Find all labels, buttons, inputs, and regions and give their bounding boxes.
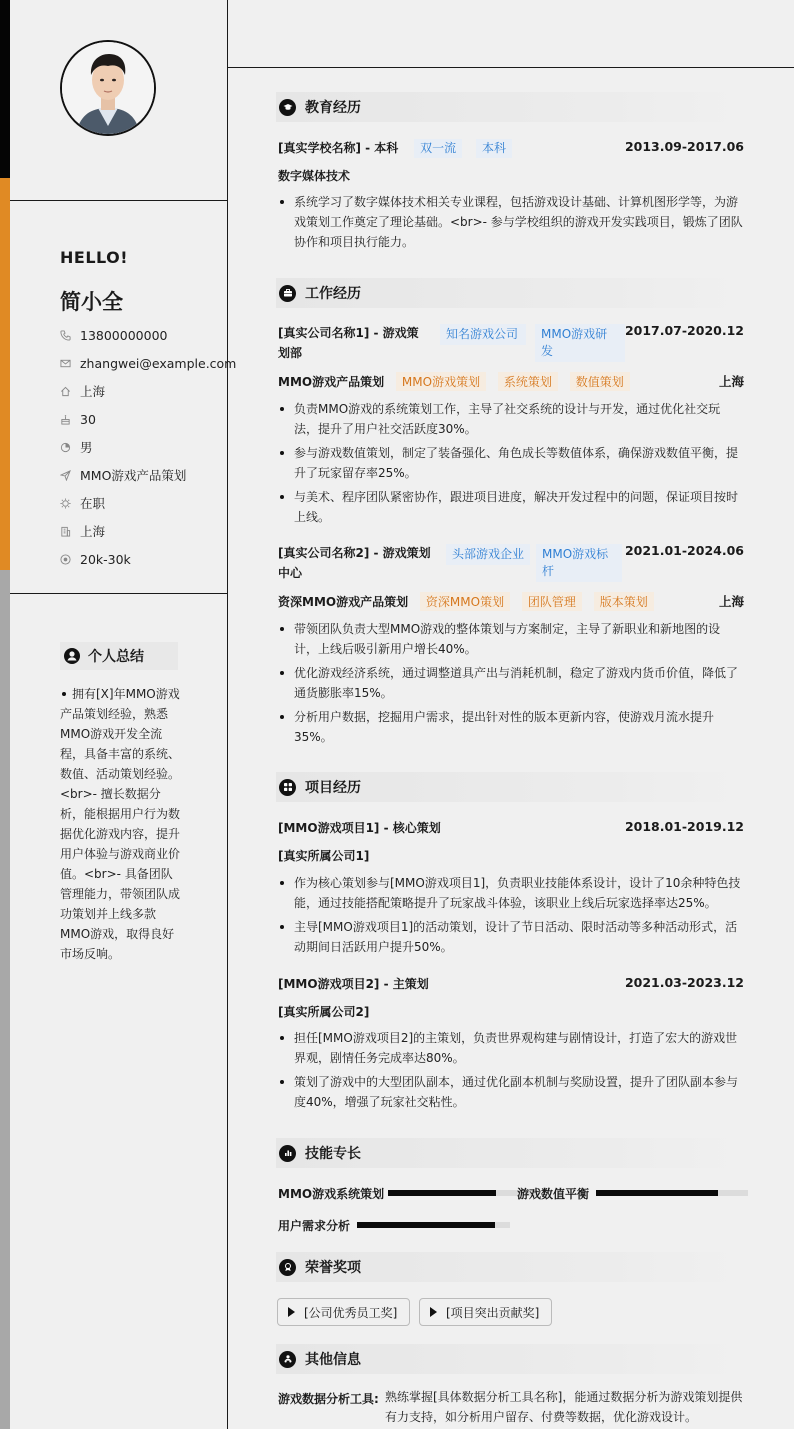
sidebar-divider xyxy=(10,593,227,594)
project-date: 2021.03-2023.12 xyxy=(624,975,744,990)
phone-icon xyxy=(60,330,80,341)
info-gender xyxy=(60,433,236,461)
school-tag: 双一流 xyxy=(414,139,462,158)
send-icon xyxy=(60,470,80,481)
sidebar xyxy=(10,0,237,1429)
education-date: 2013.09-2017.06 xyxy=(624,139,744,154)
job-role-row xyxy=(278,592,744,611)
section-title: 项目经历 xyxy=(305,780,361,796)
award-chip xyxy=(277,1298,410,1326)
education-row xyxy=(278,139,744,159)
company-tag: MMO游戏标杆 xyxy=(536,544,622,582)
project-header xyxy=(278,975,744,992)
bullet-item: 与美术、程序团队紧密协作，跟进项目进度，解决开发过程中的问题，保证项目按时上线。 xyxy=(278,487,744,527)
education-bullets xyxy=(278,192,744,256)
work-heading xyxy=(276,278,744,308)
job-header xyxy=(278,543,744,583)
job-city: 上海 xyxy=(718,374,744,389)
skill-tag: 数值策划 xyxy=(570,372,630,391)
info-age xyxy=(60,405,236,433)
job-bullets xyxy=(278,619,744,751)
bullet-item: 担任[MMO游戏项目2]的主策划，负责世界观构建与剧情设计，打造了宏大的游戏世界观，剧情任务完成率达80%。 xyxy=(278,1028,744,1068)
bullet-item: 负责MMO游戏的系统策划工作，主导了社交系统的设计与开发，通过优化社交玩法，提升了用户社交活跃度30%。 xyxy=(278,399,744,439)
skill-name: 游戏数值平衡 xyxy=(517,1187,590,1201)
info-text: 男 xyxy=(80,440,93,455)
skill-tag: 版本策划 xyxy=(594,592,654,611)
section-title: 其他信息 xyxy=(305,1352,361,1368)
summary-content: 拥有[X]年MMO游戏产品策划经验，熟悉MMO游戏开发全流程，具备丰富的系统、数值、活动策划经验。<br>- 擅长数据分析，能根据用户行为数据优化游戏内容，提升用户体验与游戏商业价值。<br>- 具备团队管理能力，带领团队成功策划并上线多款MMO游戏，取得良好市场反响。 xyxy=(60,687,181,961)
project-name: [MMO游戏项目2] - 主策划 xyxy=(278,977,429,991)
people-icon xyxy=(279,1351,296,1368)
info-text: 20k-30k xyxy=(80,551,131,567)
project-header xyxy=(278,819,744,836)
salary-icon xyxy=(60,554,80,565)
info-text: MMO游戏产品策划 xyxy=(80,468,187,483)
gender-icon xyxy=(60,442,80,453)
project-company: [真实所属公司2] xyxy=(278,1005,370,1019)
section-title: 教育经历 xyxy=(305,100,361,116)
other-text: 熟练掌握[具体数据分析工具名称]，能通过数据分析为游戏策划提供有力支持，如分析用户留存、付费等数据，优化游戏设计。 xyxy=(385,1390,743,1424)
skill-bar-fill xyxy=(388,1190,496,1196)
building-icon xyxy=(60,526,80,537)
skills-heading xyxy=(276,1138,744,1168)
skill-bar-fill xyxy=(596,1190,718,1196)
edge-bar-gray xyxy=(0,570,10,1429)
play-icon xyxy=(430,1307,437,1317)
skill-bar xyxy=(357,1222,510,1228)
degree-tag: 本科 xyxy=(476,139,512,158)
skill-bar xyxy=(596,1190,748,1196)
job-city: 上海 xyxy=(718,594,744,609)
summary-text xyxy=(60,684,184,964)
contact-info-list xyxy=(60,321,236,573)
company-tag: 头部游戏企业 xyxy=(446,544,530,565)
major: 数字媒体技术 xyxy=(278,169,351,183)
projects-heading xyxy=(276,772,744,802)
skill-tag: 资深MMO策划 xyxy=(420,592,510,611)
job-role: MMO游戏产品策划 xyxy=(278,375,385,389)
award-label: [项目突出贡献奖] xyxy=(446,1305,540,1320)
bullet-item: 策划了游戏中的大型团队副本，通过优化副本机制与奖励设置，提升了团队副本参与度40%，增强了玩家社交粘性。 xyxy=(278,1072,744,1112)
edge-bar-black xyxy=(0,0,10,178)
info-salary xyxy=(60,545,236,573)
bar-chart-icon xyxy=(279,1145,296,1162)
avatar xyxy=(60,40,156,136)
info-position xyxy=(60,461,236,489)
info-work-city xyxy=(60,517,236,545)
other-label: 游戏数据分析工具: xyxy=(278,1392,379,1406)
status-icon xyxy=(60,498,80,509)
bullet-item: 分析用户数据，挖掘用户需求，提出针对性的版本更新内容，使游戏月流水提升35%。 xyxy=(278,707,744,747)
info-city xyxy=(60,377,236,405)
project-name: [MMO游戏项目1] - 核心策划 xyxy=(278,821,441,835)
skill-bar-fill xyxy=(357,1222,495,1228)
skill-bar xyxy=(388,1190,538,1196)
bullet-item: 带领团队负责大型MMO游戏的整体策划与方案制定，主导了新职业和新地图的设计，上线后吸引新用户增长40%。 xyxy=(278,619,744,659)
awards-heading xyxy=(276,1252,744,1282)
hello-heading: HELLO! xyxy=(60,248,129,267)
grid-icon xyxy=(279,779,296,796)
project-bullets xyxy=(278,873,744,961)
job-role: 资深MMO游戏产品策划 xyxy=(278,595,409,609)
info-text: 上海 xyxy=(80,524,106,539)
cake-icon xyxy=(60,414,80,425)
award-chip xyxy=(419,1298,552,1326)
info-text: 上海 xyxy=(80,384,106,399)
job-header xyxy=(278,323,744,363)
info-phone xyxy=(60,321,236,349)
bullet-item: 系统学习了数字媒体技术相关专业课程，包括游戏设计基础、计算机图形学等，为游戏策划工作奠定了理论基础。<br>- 参与学校组织的游戏开发实践项目，锻炼了团队协作和项目执行能力。 xyxy=(278,192,744,252)
bullet-item: 参与游戏数值策划，制定了装备强化、角色成长等数值体系，确保游戏数值平衡，提升了玩家留存率25%。 xyxy=(278,443,744,483)
skill-tag: 团队管理 xyxy=(522,592,582,611)
section-title: 荣誉奖项 xyxy=(305,1260,361,1276)
project-company: [真实所属公司1] xyxy=(278,849,370,863)
briefcase-icon xyxy=(279,285,296,302)
info-text: zhangwei@example.com xyxy=(80,355,237,371)
mail-icon xyxy=(60,358,80,369)
summary-heading xyxy=(60,642,178,670)
main-content xyxy=(228,0,794,1429)
education-heading xyxy=(276,92,744,122)
skill-tag: MMO游戏策划 xyxy=(396,372,486,391)
bullet-item: 主导[MMO游戏项目1]的活动策划，设计了节日活动、限时活动等多种活动形式，活动期间日活跃用户提升50%。 xyxy=(278,917,744,957)
bullet-item: 优化游戏经济系统，通过调整道具产出与消耗机制，稳定了游戏内货币价值，降低了通货膨胀率15%。 xyxy=(278,663,744,703)
skill-tag: 系统策划 xyxy=(498,372,558,391)
candidate-name: 简小全 xyxy=(60,290,123,314)
home-icon xyxy=(60,386,80,397)
play-icon xyxy=(288,1307,295,1317)
bullet-item: 作为核心策划参与[MMO游戏项目1]，负责职业技能体系设计，设计了10余种特色技能，通过技能搭配策略提升了玩家战斗体验，该职业上线后玩家选择率达25%。 xyxy=(278,873,744,913)
job-date: 2021.01-2024.06 xyxy=(624,543,744,558)
skill-name: MMO游戏系统策划 xyxy=(278,1187,385,1201)
job-role-row xyxy=(278,372,744,391)
project-bullets xyxy=(278,1028,744,1116)
info-text: 13800000000 xyxy=(80,327,168,343)
project-date: 2018.01-2019.12 xyxy=(624,819,744,834)
company-tag: MMO游戏研发 xyxy=(535,324,625,362)
info-status xyxy=(60,489,236,517)
graduation-cap-icon xyxy=(279,99,296,116)
company-tag: 知名游戏公司 xyxy=(440,324,526,345)
sidebar-divider xyxy=(10,200,227,201)
info-text: 在职 xyxy=(80,496,106,511)
school-name: [真实学校名称] - 本科 xyxy=(278,141,399,155)
award-label: [公司优秀员工奖] xyxy=(304,1305,398,1320)
job-bullets xyxy=(278,399,744,531)
award-icon xyxy=(279,1259,296,1276)
edge-bar-orange xyxy=(0,178,10,570)
info-email xyxy=(60,349,236,377)
bullet-dot xyxy=(62,692,66,696)
info-text: 30 xyxy=(80,411,96,427)
section-title: 工作经历 xyxy=(305,286,361,302)
user-icon xyxy=(64,648,80,664)
other-heading xyxy=(276,1344,744,1374)
summary-title: 个人总结 xyxy=(88,649,144,665)
company-name: [真实公司名称2] - 游戏策划中心 xyxy=(278,546,431,580)
skill-name: 用户需求分析 xyxy=(278,1219,351,1233)
company-name: [真实公司名称1] - 游戏策划部 xyxy=(278,326,419,360)
section-title: 技能专长 xyxy=(305,1146,361,1162)
job-date: 2017.07-2020.12 xyxy=(624,323,744,338)
